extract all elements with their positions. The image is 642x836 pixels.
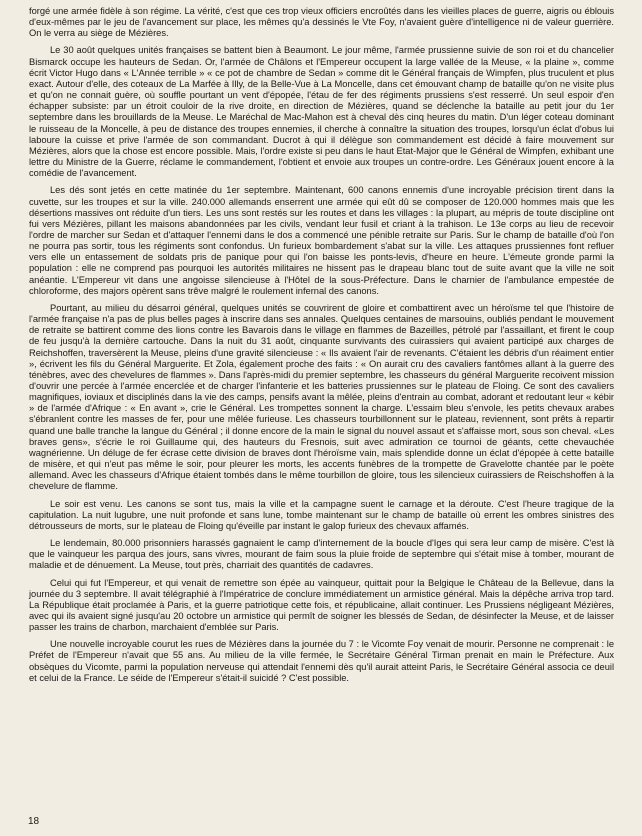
page-number: 18 (28, 816, 40, 827)
paragraph-4: Pourtant, au milieu du désarroi général, quelques unités se couvrirent de gloire et combattirent avec un héroïsme tel que l'histoire de l'armée française n'a pas de plus belles pages à inscrire dans ses annales. Quelques centaines de marsouins, oubliés pendant le mouvement de retraite se battirent comme des lions contre les Bavarois dans le village en flammes de Bazeilles, pétrolé par l'assaillant, et firent le coup de feu jusqu'à la dernière cartouche. Dans la nuit du 31 août, cinquante survivants des cuirassiers qui avaient participé aux charges de Reichshoffen, traversèrent la Meuse, pleins d'une gravité silencieuse : « Ils avaient l'air de revenants. C'étaient les débris d'un réaiment entier », écrivent les fils du Général Marguerite. Et Zola, également proche des faits : « On aurait cru des cavaliers fantômes allant à la guerre des ténèbres, avec des chevelures de flammes ». Dans l'après-midi du premier septembre, les chasseurs du général Marguerite recoivent mission d'ouvrir une percée à l'armée encerclée et de charger l'infanterie et les batteries prussiennes sur le plateau de Floing. Ce sont des cavaliers magnifiques, ioviaux et disciplinés dans la vie des camps, pensifs avant la mêlée, pleins d'entrain au combat, adorant et redoutant leur « kébir » de l'armée d'Afrique : « En avant », crie le Général. Les trompettes sonnent la charge. L'essaim bleu s'envole, les petits chevaux arabes s'ébranlent contre les masses de fer, pour une mêlée furieuse. Les chasseurs tourbillonnent sur le plateau, reviennent, sont prêts à repartir quand une balle tranche la langue du Général ; il donne encore de la main le signal du nouvel assaut et s'affaisse mort, sous son cheval. «Les braves gens», s'écrie le roi Guillaume qui, des hauteurs du Fresnois, suit avec admiration ce tournoi de géants, cette chevauchée wagnérienne. Un déluge de fer écrase cette division de braves dont l'héroïsme vain, mais splendide donne un éclat d'épopée à cette bataille de misère, et qui n'eut pas même le soir, pour pleurer les morts, les accents funèbres de la trompette de Gravelotte chantée par le poète allemand. Avec les chasseurs d'Afrique étaient tombés dans le même tourbillon de gloire, tous les silencieux cuirassiers de Reischshoffen à la chevelure de flamme. (29, 302, 614, 492)
paragraph-7: Celui qui fut l'Empereur, et qui venait de remettre son épée au vainqueur, quittait pour la Belgique le Château de la Bellevue, dans la journée du 3 septembre. Il avait télégraphié à l'Impératrice de conclure immédiatement un armistice général. Mais la dépêche arriva trop tard. La République était proclamée à Paris, et la guerre patriotique cette fois, et républicaine, allait continuer. Les Prussiens négligeant Mézières, avec qui ils avaient signé jusqu'au 20 octobre un armistice qui permît de soigner les blessés de Sedan, de désinfecter la Meuse, et de laisser passer les trains de charbon, marchaient d'emblée sur Paris. (29, 577, 614, 633)
paragraph-3: Les dés sont jetés en cette matinée du 1er septembre. Maintenant, 600 canons ennemis d'une incroyable précision tirent dans la cuvette, sur les troupes et sur la ville. 240.000 allemands enserrent une armée qui eût dû se composer de 120.000 hommes mais que les désertions massives ont réduite d'un tiers. Les uns sont restés sur les routes et dans les villages : la plupart, au mépris de toute discipline ont fui vers Mézières, pillant les maisons abandonnées par les civils, vendant leur fusil et criant à la trahison. Le 13e corps au lieu de recevoir l'ordre de marcher sur Sedan et d'attaquer l'ennemi dans le dos a commencé une pénible retraite sur Paris. Sur le champ de bataille d'où l'on ne pourra pas sortir, tous les régiments sont confondus. Un furieux bombardement s'abat sur la ville. Les attaques prussiennes font refluer vers elle un entassement de soldats pris de panique pour qui l'on baisse les ponts-levis, d'heure en heure. L'émeute gronde parmi la population : elle ne comprend pas pourquoi les autorités militaires ne hissent pas le drapeau blanc tout de suite avant que la ville ne soit anéantie. L'Empereur vit dans une angoisse silencieuse à l'Hôtel de la sous-Préfecture. Dans le charnier de l'ambulance empestée de chloroforme, des majors opèrent sans trêve malgré le roulement infernal des canons. (29, 185, 614, 296)
paragraph-5: Le soir est venu. Les canons se sont tus, mais la ville et la campagne suent le carnage et la déroute. C'est l'heure tragique de la capitulation. La nuit lugubre, une nuit profonde et sans lune, tombe maintenant sur le champ de bataille où errent les ombres sinistres des détrousseurs de morts, sur le plateau de Floing qu'éveille par instant le galop furieux des chevaux affamés. (29, 498, 614, 531)
paragraph-2: Le 30 août quelques unités françaises se battent bien à Beaumont. Le jour même, l'armée prussienne suivie de son roi et du chancelier Bismarck occupe les hauteurs de Sedan. Or, l'armée de Châlons et l'Empereur occupent la large vallée de la Meuse, « la plaine », comme écrit Victor Hugo dans « L'Année terrible » « ce pot de chambre de Sedan » comme dit le Général français de Wimpfen, plus truculent et plus exact. Autour d'elle, des coteaux de La Marfée à Illy, de la Belle-Vue à La Moncelle, dans cet émouvant champ de bataille qu'on ne visite plus et qu'on ne connait guère, où souffle pourtant un vent d'épopée, l'étau de fer des régiments prussiens s'est resserré. Un seul espoir d'en échapper subsiste: par un étroit couloir de la rive droite, en direction de Mézières, quand se déclenche la bataille au petit jour du 1er septembre dans les brouillards de la Meuse. Le Maréchal de Mac-Mahon est à cheval dès cinq heures du matin. D'un léger coteau dominant le ruisseau de la Moncelle, à peu de distance des troupes ennemies, il cherche à connaître la situation des troupes, lorsqu'un éclat d'obus lui laboure la cuisse et prive l'armée de son commandant. Ducrot à qui il délègue son commandement est décidé à faire mouvement sur Mézières, alors que la chose est encore possible. Mais, l'ordre existe si peu dans le haut Etat-Major que le Général de Wimpfen, exhibant une lettre du Ministre de la Guerre, réclame le commandement, l'obtient et envoie aux troupes un contre-ordre. Les Généraux jouent encore à la comédie de l'avancement. (29, 45, 614, 179)
paragraph-6: Le lendemain, 80.000 prisonniers harassés gagnaient le camp d'internement de la boucle d'Iges qui sera leur camp de misère. C'est là que le vainqueur les parqua des jours, sans vivres, mourant de faim sous la pluie froide de septembre qui s'était mise à tomber, mourant de maladie et de dénuement. La Meuse, tout près, charriait des quantités de cadavres. (29, 538, 614, 571)
paragraph-1: forgé une armée fidèle à son régime. La vérité, c'est que ces trop vieux officiers encroûtés dans les vieilles places de guerre, aigris ou éblouis d'eux-mêmes par le jeu de l'avancement sur place, les mêmes qu'a dessinés le Vte Foy, n'avaient guère d'intelligence ni de valeur guerrière. On le verra au siège de Mézières. (29, 6, 614, 39)
paragraph-8: Une nouvelle incroyable courut les rues de Mézières dans la journée du 7 : le Vicomte Foy venait de mourir. Personne ne comprenait : le Préfet de l'Empereur n'avait que 55 ans. Au milieu de la ville fermée, le Secrétaire Général Tirman prenait en main le Préfecture. Aux obsèques du Vicomte, parmi la population nerveuse qui attendait l'ennemi dès qu'il aurait atteint Paris, le Secrétaire Général associa ce deuil et celui de la France. Le séide de l'Empereur s'était-il suicidé ? C'est possible. (29, 639, 614, 683)
article-body (29, 6, 614, 684)
